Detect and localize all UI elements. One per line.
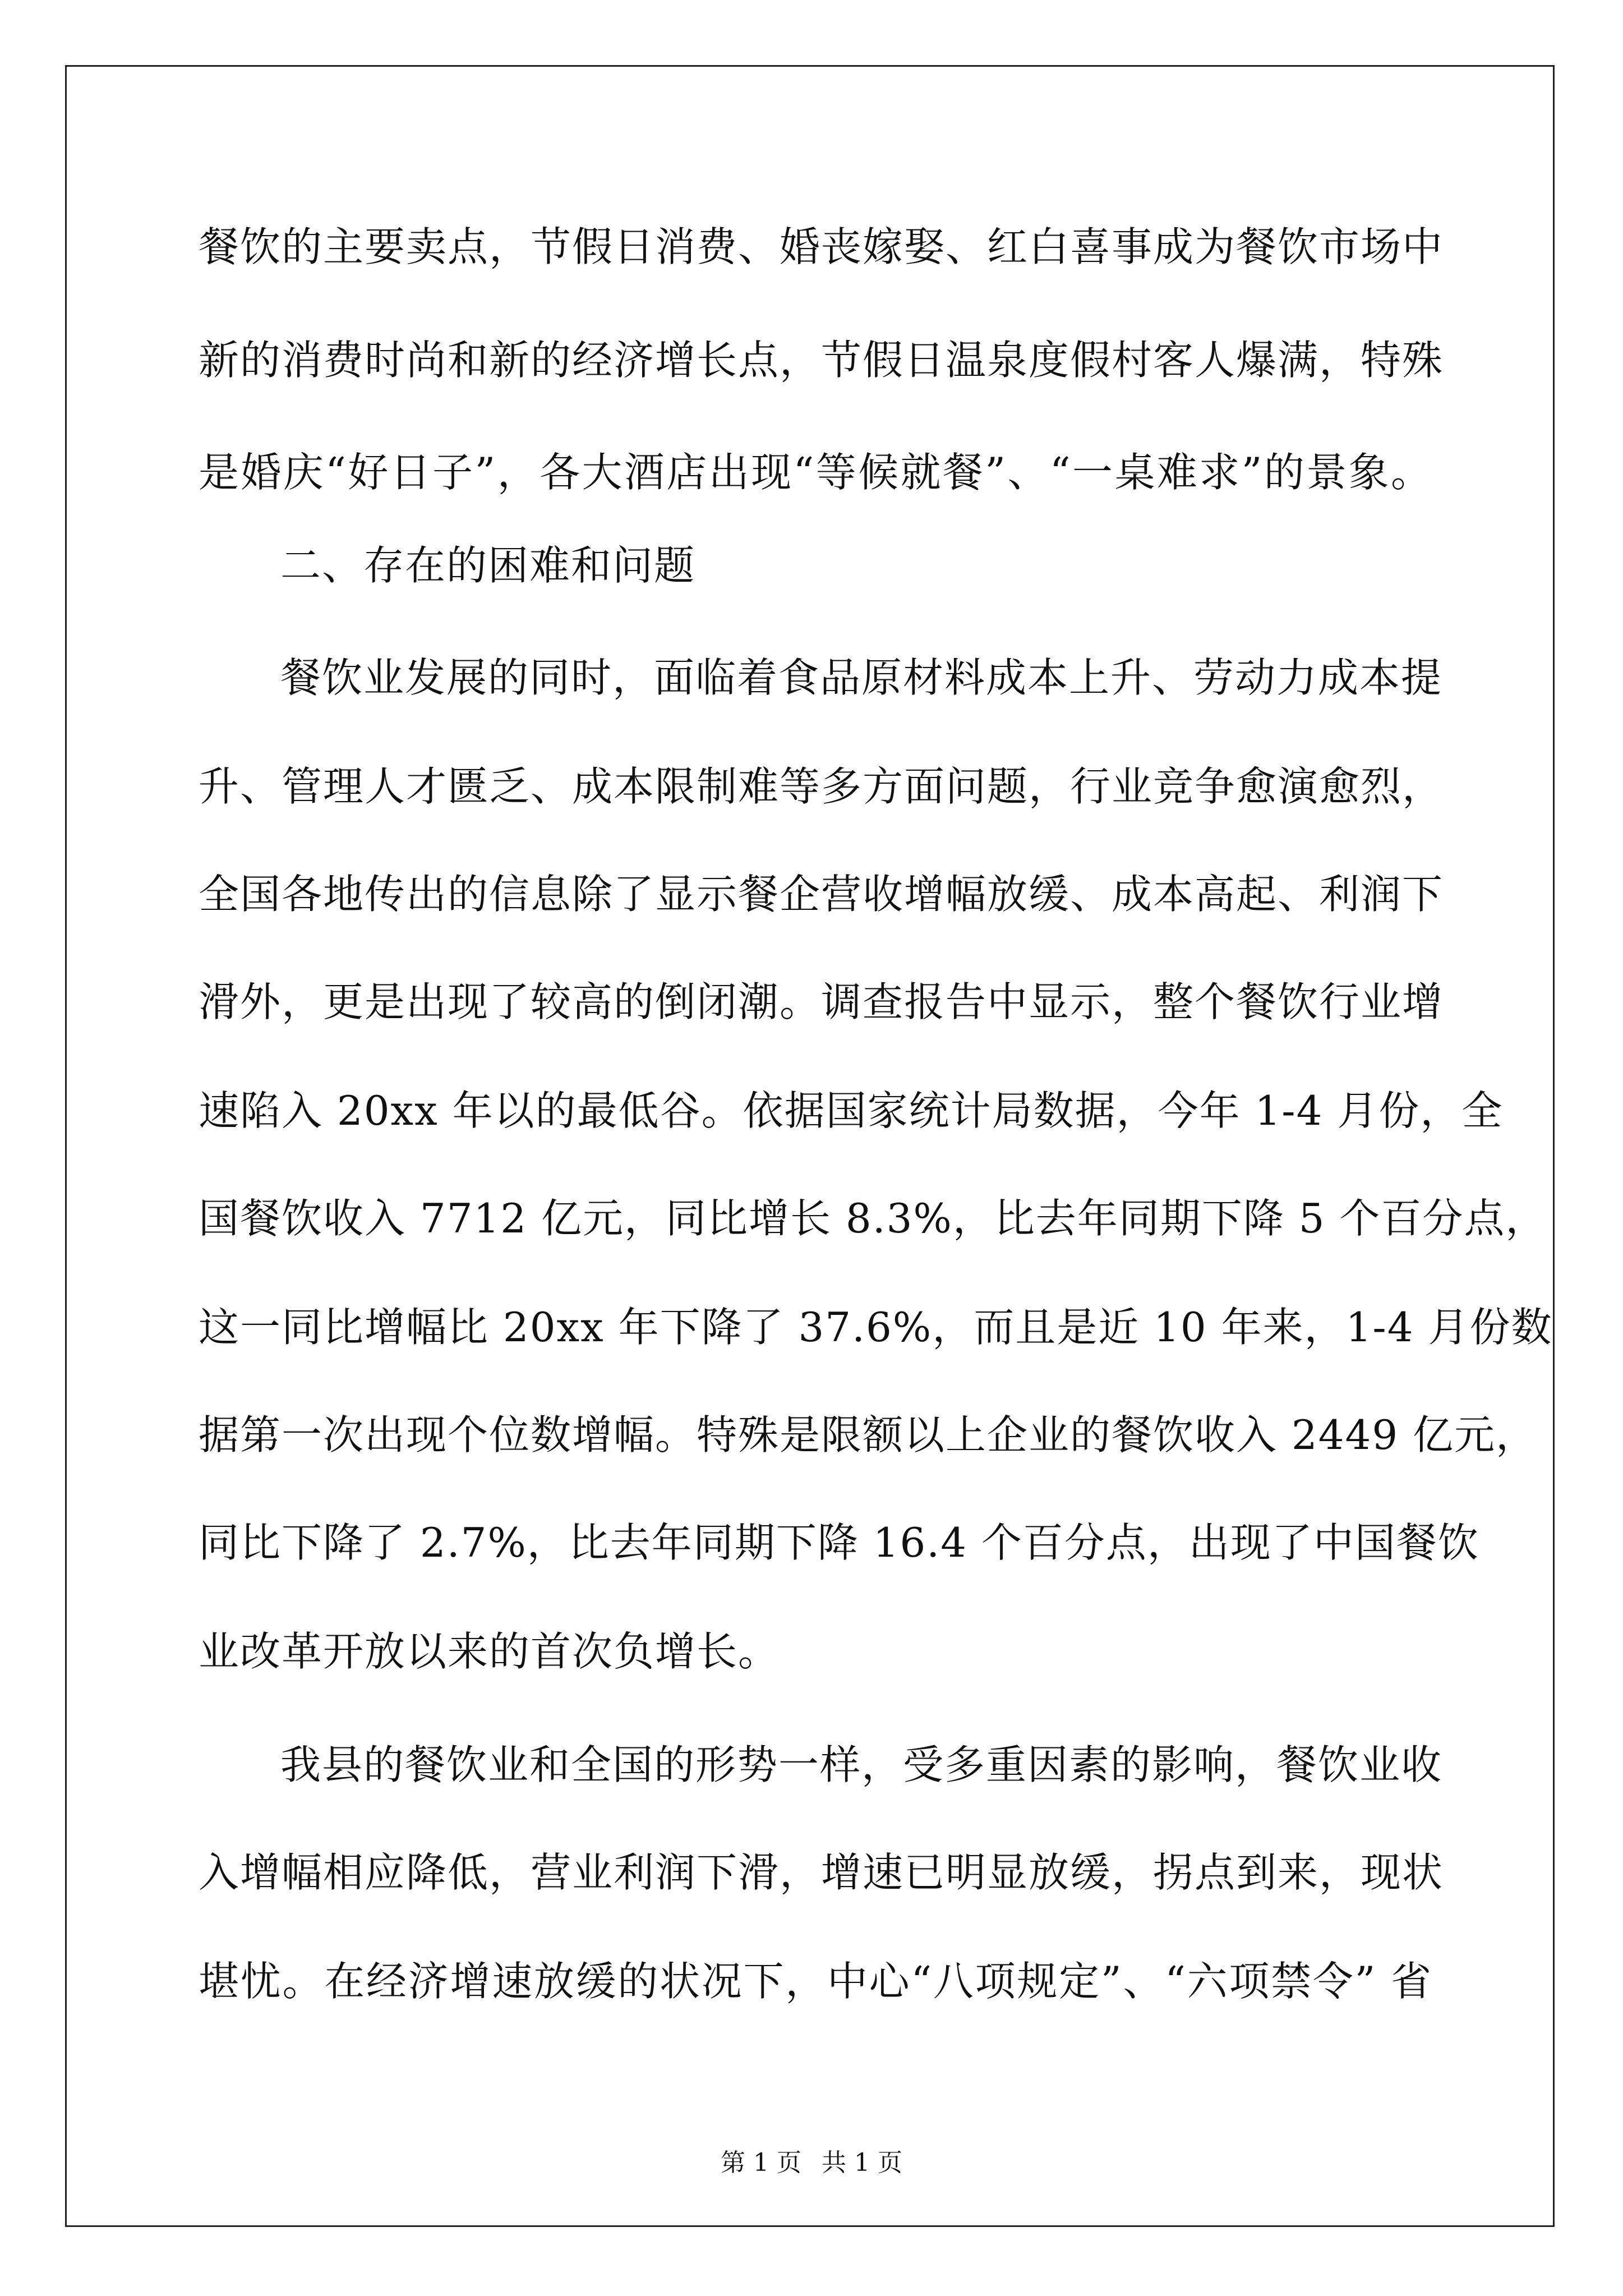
- page-border: [65, 65, 1555, 2227]
- paragraph-line: 全国各地传出的信息除了显示餐企营收增幅放缓、成本高起、利润下: [199, 871, 1444, 918]
- page-footer: [0, 2146, 1623, 2180]
- paragraph-line: 餐饮的主要卖点，节假日消费、婚丧嫁娶、红白喜事成为餐饮市场中: [199, 223, 1444, 270]
- paragraph-line: 入增幅相应降低，营业利润下滑，增速已明显放缓，拐点到来，现状: [199, 1849, 1444, 1896]
- paragraph-line: 这一同比增幅比 20xx 年下降了 37.6%，而且是近 10 年来，1-4 月份数: [199, 1304, 1553, 1351]
- paragraph-line: 同比下降了 2.7%，比去年同期下降 16.4 个百分点，出现了中国餐饮: [199, 1519, 1479, 1566]
- paragraph-line: 堪忧。在经济增速放缓的状况下，中心“八项规定”、“六项禁令” 省: [199, 1958, 1432, 2005]
- paragraph-line: 速陷入 20xx 年以的最低谷。依据国家统计局数据，今年 1-4 月份，全: [199, 1087, 1504, 1134]
- paragraph-line: 我县的餐饮业和全国的形势一样，受多重因素的影响，餐饮业收: [280, 1741, 1443, 1788]
- paragraph-line: 新的消费时尚和新的经济增长点，节假日温泉度假村客人爆满，特殊: [199, 337, 1444, 384]
- paragraph-line: 餐饮业发展的同时，面临着食品原材料成本上升、劳动力成本提: [280, 654, 1443, 701]
- page-total: 共 1 页: [822, 2148, 902, 2177]
- section-heading: 二、存在的困难和问题: [280, 542, 696, 589]
- page-number: 第 1 页: [721, 2148, 801, 2177]
- paragraph-line: 业改革开放以来的首次负增长。: [199, 1628, 780, 1675]
- paragraph-line: 是婚庆“好日子”，各大酒店出现“等候就餐”、“一桌难求”的景象。: [199, 449, 1432, 496]
- paragraph-line: 国餐饮收入 7712 亿元，同比增长 8.3%，比去年同期下降 5 个百分点，: [199, 1195, 1547, 1242]
- paragraph-line: 滑外，更是出现了较高的倒闭潮。调查报告中显示，整个餐饮行业增: [199, 978, 1444, 1025]
- paragraph-line: 据第一次出现个位数增幅。特殊是限额以上企业的餐饮收入 2449 亿元，: [199, 1411, 1538, 1458]
- paragraph-line: 升、管理人才匮乏、成本限制难等多方面问题，行业竞争愈演愈烈，: [199, 763, 1444, 810]
